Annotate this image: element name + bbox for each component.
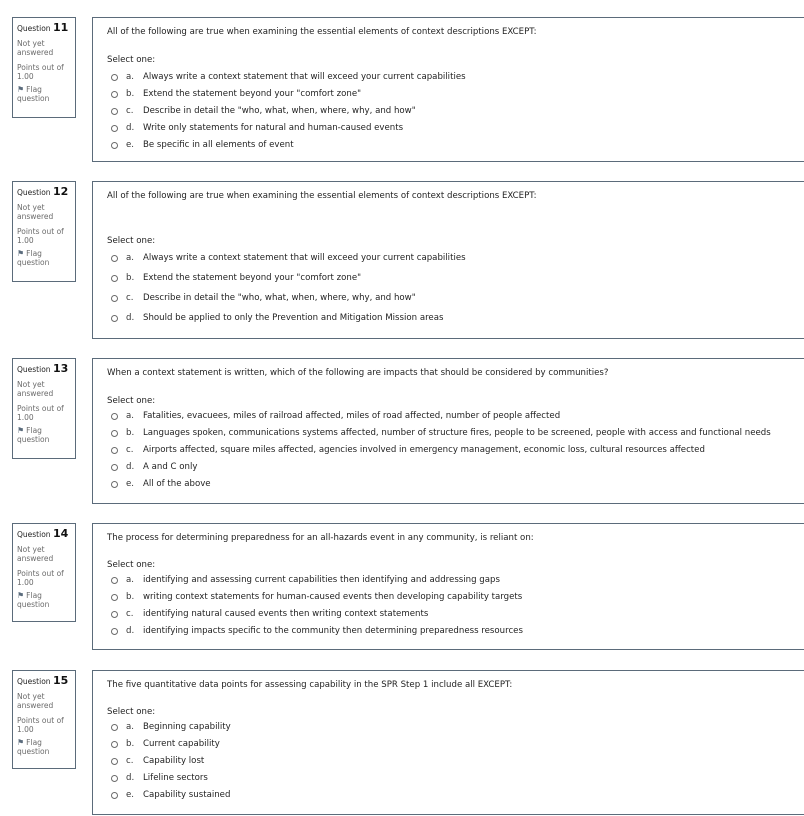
answer-options [111, 572, 801, 640]
flag-question-label: Flag question [17, 738, 50, 756]
question-number: 12 [52, 185, 69, 198]
option-text: Extend the statement beyond your "comfort zone" [143, 272, 362, 283]
option-text: Beginning capability [143, 722, 231, 732]
flag-question-button[interactable] [17, 249, 72, 267]
answer-option-c[interactable] [111, 103, 801, 120]
answer-option-c[interactable] [111, 606, 801, 623]
question-text: The process for determining preparedness for an all-hazards event in any community, is reliant on: [107, 533, 534, 543]
question-label: Question [17, 188, 51, 197]
flag-question-button[interactable] [17, 426, 72, 444]
radio-button[interactable] [111, 758, 118, 765]
question-content-12 [92, 181, 804, 339]
answer-option-e[interactable] [111, 787, 801, 804]
option-letter: d. [126, 312, 135, 323]
radio-button[interactable] [111, 792, 118, 799]
option-letter: b. [126, 89, 135, 99]
question-info-14 [12, 523, 76, 622]
option-letter: b. [126, 592, 135, 602]
answer-options [111, 408, 801, 493]
radio-button[interactable] [111, 125, 118, 132]
flag-icon: ⚑ [17, 591, 25, 600]
answer-options [111, 248, 801, 328]
option-letter: b. [126, 428, 135, 438]
question-state: Not yet answered [17, 380, 54, 398]
flag-question-button[interactable] [17, 85, 72, 103]
option-letter: c. [126, 756, 134, 766]
question-number: 11 [52, 21, 69, 34]
question-number: 15 [52, 674, 69, 687]
radio-button[interactable] [111, 447, 118, 454]
question-content-11 [92, 17, 804, 162]
question-points: Points out of 1.00 [17, 716, 64, 734]
option-letter: b. [126, 272, 135, 283]
select-one-prompt: Select one: [107, 560, 156, 570]
option-letter: d. [126, 626, 135, 636]
radio-button[interactable] [111, 142, 118, 149]
answer-option-b[interactable] [111, 425, 801, 442]
radio-button[interactable] [111, 413, 118, 420]
answer-option-d[interactable] [111, 770, 801, 787]
question-points: Points out of 1.00 [17, 569, 64, 587]
question-text: When a context statement is written, which of the following are impacts that should be considered by communities? [107, 368, 609, 378]
flag-question-button[interactable] [17, 591, 72, 609]
answer-option-a[interactable] [111, 719, 801, 736]
option-letter: c. [126, 106, 134, 116]
option-letter: c. [126, 609, 134, 619]
radio-button[interactable] [111, 91, 118, 98]
option-letter: c. [126, 445, 134, 455]
answer-option-b[interactable] [111, 268, 801, 288]
answer-option-b[interactable] [111, 86, 801, 103]
answer-option-d[interactable] [111, 308, 801, 328]
answer-option-a[interactable] [111, 248, 801, 268]
option-letter: d. [126, 773, 135, 783]
answer-option-e[interactable] [111, 476, 801, 493]
radio-button[interactable] [111, 628, 118, 635]
option-letter: e. [126, 140, 135, 150]
answer-option-c[interactable] [111, 442, 801, 459]
flag-question-label: Flag question [17, 591, 50, 609]
option-text: Always write a context statement that will exceed your current capabilities [143, 72, 466, 82]
answer-option-a[interactable] [111, 408, 801, 425]
question-state: Not yet answered [17, 39, 54, 57]
option-text: Write only statements for natural and human-caused events [143, 123, 404, 133]
option-text: Current capability [143, 739, 220, 749]
flag-question-label: Flag question [17, 426, 50, 444]
radio-button[interactable] [111, 577, 118, 584]
question-state: Not yet answered [17, 692, 54, 710]
radio-button[interactable] [111, 315, 118, 322]
option-text: Capability sustained [143, 790, 231, 800]
question-content-14 [92, 523, 804, 650]
option-text: identifying impacts specific to the community then determining preparedness resources [143, 626, 523, 636]
question-header [17, 675, 72, 688]
question-text: The five quantitative data points for assessing capability in the SPR Step 1 include all EXCEPT: [107, 680, 513, 690]
option-text: Always write a context statement that will exceed your current capabilities [143, 252, 466, 263]
answer-option-e[interactable] [111, 137, 801, 154]
select-one-prompt: Select one: [107, 55, 156, 65]
question-header [17, 186, 72, 199]
radio-button[interactable] [111, 741, 118, 748]
question-text: All of the following are true when examining the essential elements of context descriptions EXCEPT: [107, 191, 537, 201]
question-state: Not yet answered [17, 203, 54, 221]
option-text: identifying natural caused events then writing context statements [143, 609, 429, 619]
question-label: Question [17, 677, 51, 686]
option-text: A and C only [143, 462, 198, 472]
select-one-prompt: Select one: [107, 236, 156, 246]
option-letter: a. [126, 72, 134, 82]
option-text: Languages spoken, communications systems affected, number of structure fires, people to be screened, people with access and functional needs [143, 428, 771, 438]
answer-option-d[interactable] [111, 623, 801, 640]
option-text: Describe in detail the "who, what, when, where, why, and how" [143, 106, 416, 116]
option-letter: c. [126, 292, 134, 303]
question-header [17, 363, 72, 376]
question-header [17, 528, 72, 541]
radio-button[interactable] [111, 481, 118, 488]
option-text: Be specific in all elements of event [143, 140, 294, 150]
question-content-13 [92, 358, 804, 504]
radio-button[interactable] [111, 775, 118, 782]
answer-options [111, 69, 801, 154]
answer-options [111, 719, 801, 804]
option-text: All of the above [143, 479, 211, 489]
flag-icon: ⚑ [17, 249, 25, 258]
option-letter: a. [126, 722, 134, 732]
question-info-11 [12, 17, 76, 118]
option-text: Airports affected, square miles affected, agencies involved in emergency management, economic loss, cultural resources affected [143, 445, 705, 455]
question-content-15 [92, 670, 804, 815]
select-one-prompt: Select one: [107, 707, 156, 717]
question-label: Question [17, 24, 51, 33]
option-letter: a. [126, 252, 134, 263]
radio-button[interactable] [111, 611, 118, 618]
question-points: Points out of 1.00 [17, 63, 64, 81]
answer-option-a[interactable] [111, 572, 801, 589]
option-letter: e. [126, 790, 135, 800]
option-text: Should be applied to only the Prevention and Mitigation Mission areas [143, 312, 444, 323]
question-label: Question [17, 530, 51, 539]
answer-option-d[interactable] [111, 120, 801, 137]
flag-question-label: Flag question [17, 85, 50, 103]
question-info-12 [12, 181, 76, 282]
answer-option-d[interactable] [111, 459, 801, 476]
question-points: Points out of 1.00 [17, 227, 64, 245]
radio-button[interactable] [111, 74, 118, 81]
flag-question-button[interactable] [17, 738, 72, 756]
question-number: 14 [52, 527, 69, 540]
radio-button[interactable] [111, 464, 118, 471]
radio-button[interactable] [111, 594, 118, 601]
radio-button[interactable] [111, 430, 118, 437]
flag-icon: ⚑ [17, 426, 25, 435]
question-info-13 [12, 358, 76, 459]
answer-option-b[interactable] [111, 736, 801, 753]
radio-button[interactable] [111, 724, 118, 731]
flag-question-label: Flag question [17, 249, 50, 267]
question-header [17, 22, 72, 35]
option-letter: b. [126, 739, 135, 749]
flag-icon: ⚑ [17, 738, 25, 747]
option-text: Fatalities, evacuees, miles of railroad affected, miles of road affected, number of people affected [143, 411, 561, 421]
option-text: Describe in detail the "who, what, when, where, why, and how" [143, 292, 416, 303]
question-info-15 [12, 670, 76, 769]
question-text: All of the following are true when examining the essential elements of context descriptions EXCEPT: [107, 27, 537, 37]
radio-button[interactable] [111, 275, 118, 282]
radio-button[interactable] [111, 295, 118, 302]
option-letter: a. [126, 575, 134, 585]
radio-button[interactable] [111, 255, 118, 262]
radio-button[interactable] [111, 108, 118, 115]
answer-option-a[interactable] [111, 69, 801, 86]
question-label: Question [17, 365, 51, 374]
question-state: Not yet answered [17, 545, 54, 563]
option-text: Extend the statement beyond your "comfort zone" [143, 89, 362, 99]
answer-option-c[interactable] [111, 753, 801, 770]
select-one-prompt: Select one: [107, 396, 156, 406]
option-letter: a. [126, 411, 134, 421]
option-letter: d. [126, 462, 135, 472]
question-number: 13 [52, 362, 69, 375]
question-points: Points out of 1.00 [17, 404, 64, 422]
answer-option-c[interactable] [111, 288, 801, 308]
option-letter: e. [126, 479, 135, 489]
option-text: Lifeline sectors [143, 773, 208, 783]
option-text: writing context statements for human-caused events then developing capability targets [143, 592, 523, 602]
option-letter: d. [126, 123, 135, 133]
flag-icon: ⚑ [17, 85, 25, 94]
answer-option-b[interactable] [111, 589, 801, 606]
option-text: identifying and assessing current capabilities then identifying and addressing gaps [143, 575, 500, 585]
option-text: Capability lost [143, 756, 205, 766]
